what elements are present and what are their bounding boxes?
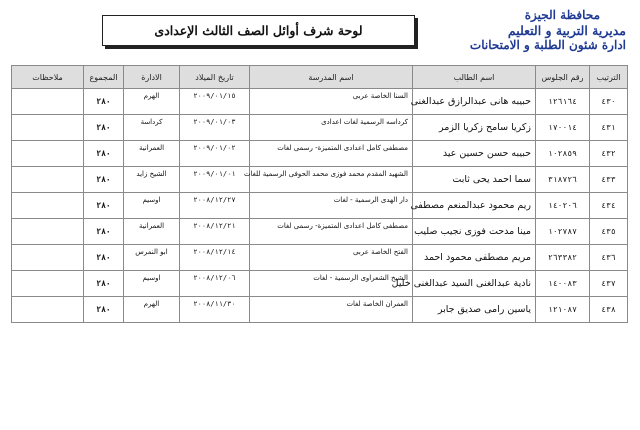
cell-administration: الهرم [124,297,180,323]
table-header-row [12,66,628,89]
column-header-total: المجموع [84,66,124,89]
cell-administration: كرداسة [124,115,180,141]
cell-total: ٢٨٠ [84,193,124,219]
column-header-school: اسم المدرسة [250,66,413,89]
cell-rank: ٤٣٨ [590,297,628,323]
cell-total: ٢٨٠ [84,167,124,193]
cell-school-name: السنا الخاصة عربى [250,89,413,115]
table-row [12,271,628,297]
table-row [12,115,628,141]
department-name: ادارة شئون الطلبة و الامتحانات [469,38,626,52]
table-row [12,219,628,245]
table-row [12,89,628,115]
table-row [12,167,628,193]
cell-student-name: مينا مدحت فوزى نجيب صليب [413,219,536,245]
cell-total: ٢٨٠ [84,245,124,271]
column-header-birth-date: تاريخ الميلاد [180,66,250,89]
table-row [12,141,628,167]
column-header-notes: ملاحظات [12,66,84,89]
cell-seat-number: ١٤٠٢٠٦ [536,193,590,219]
cell-rank: ٤٣٤ [590,193,628,219]
cell-seat-number: ١٠٢٧٨٧ [536,219,590,245]
column-header-name: اسم الطالب [413,66,536,89]
cell-student-name: ريم محمود عبدالمنعم مصطفى [413,193,536,219]
cell-rank: ٤٣٠ [590,89,628,115]
cell-school-name: مصطفى كامل اعدادى المتميزة- رسمى لغات [250,141,413,167]
cell-birth-date: ٢٠٠٨/١٢/١٤ [180,245,250,271]
cell-seat-number: ١٢٦١٦٤ [536,89,590,115]
cell-notes [12,245,84,271]
directorate-name: مديرية التربية و التعليم [507,23,626,38]
cell-notes [12,297,84,323]
cell-birth-date: ٢٠٠٨/١٢/٠٦ [180,271,250,297]
cell-total: ٢٨٠ [84,89,124,115]
cell-student-name: حبيبه هانى عبدالرازق عبدالغنى [413,89,536,115]
cell-student-name: مريم مصطفى محمود احمد [413,245,536,271]
cell-birth-date: ٢٠٠٩/٠١/٠٣ [180,115,250,141]
cell-seat-number: ٣١٨٧٢٦ [536,167,590,193]
cell-school-name: مصطفى كامل اعدادى المتميزة- رسمى لغات [250,219,413,245]
cell-notes [12,193,84,219]
cell-seat-number: ١٤٠٠٨٣ [536,271,590,297]
cell-rank: ٤٣٣ [590,167,628,193]
cell-administration: العمرانية [124,219,180,245]
table-row [12,193,628,219]
cell-rank: ٤٣١ [590,115,628,141]
honor-roll-table [11,65,628,323]
cell-school-name: كرداسه الرسمية لغات اعدادى [250,115,413,141]
cell-birth-date: ٢٠٠٨/١١/٣٠ [180,297,250,323]
cell-total: ٢٨٠ [84,115,124,141]
cell-student-name: نادية عبدالغنى السيد عبدالغنى خليل [413,271,536,297]
cell-total: ٢٨٠ [84,141,124,167]
cell-seat-number: ١٢١٠٨٧ [536,297,590,323]
cell-school-name: العمران الخاصة لغات [250,297,413,323]
cell-school-name: الشيخ الشعراوى الرسمية - لغات [250,271,413,297]
cell-rank: ٤٣٥ [590,219,628,245]
governorate-name: محافظة الجيزة [524,8,600,22]
cell-birth-date: ٢٠٠٩/٠١/٠١ [180,167,250,193]
cell-administration: العمرانية [124,141,180,167]
cell-school-name: دار الهدى الرسمية - لغات [250,193,413,219]
cell-rank: ٤٣٦ [590,245,628,271]
cell-birth-date: ٢٠٠٩/٠١/٠٢ [180,141,250,167]
cell-rank: ٤٣٧ [590,271,628,297]
cell-notes [12,271,84,297]
cell-notes [12,219,84,245]
cell-seat-number: ١٧٠٠١٤ [536,115,590,141]
cell-birth-date: ٢٠٠٨/١٢/٢٧ [180,193,250,219]
cell-school-name: الشهيد المقدم محمد فوزى محمد الحوفى الرسمية للغات [250,167,413,193]
cell-notes [12,89,84,115]
cell-notes [12,141,84,167]
cell-student-name: سما احمد يحى ثابت [413,167,536,193]
cell-administration: ابو النمرس [124,245,180,271]
cell-notes [12,167,84,193]
cell-administration: اوسيم [124,271,180,297]
cell-rank: ٤٣٢ [590,141,628,167]
cell-administration: الشيخ زايد [124,167,180,193]
cell-student-name: ياسين رامى صديق جابر [413,297,536,323]
page-title: لوحة شرف أوائل الصف الثالث الإعدادى [102,15,415,46]
cell-administration: اوسيم [124,193,180,219]
table-row [12,245,628,271]
cell-seat-number: ٢٦٣٣٨٢ [536,245,590,271]
table-row [12,297,628,323]
organization-header [406,8,626,53]
column-header-seat: رقم الجلوس [536,66,590,89]
column-header-rank: الترتيب [590,66,628,89]
cell-total: ٢٨٠ [84,297,124,323]
cell-student-name: زكريا سامح زكريا الزمر [413,115,536,141]
cell-birth-date: ٢٠٠٩/٠١/١٥ [180,89,250,115]
cell-student-name: حبيبه حسن حسين عيد [413,141,536,167]
column-header-administration: الادارة [124,66,180,89]
cell-seat-number: ١٠٢٨٥٩ [536,141,590,167]
cell-birth-date: ٢٠٠٨/١٢/٢١ [180,219,250,245]
cell-administration: الهرم [124,89,180,115]
cell-notes [12,115,84,141]
cell-total: ٢٨٠ [84,219,124,245]
cell-school-name: الفتح الخاصة عربى [250,245,413,271]
cell-total: ٢٨٠ [84,271,124,297]
